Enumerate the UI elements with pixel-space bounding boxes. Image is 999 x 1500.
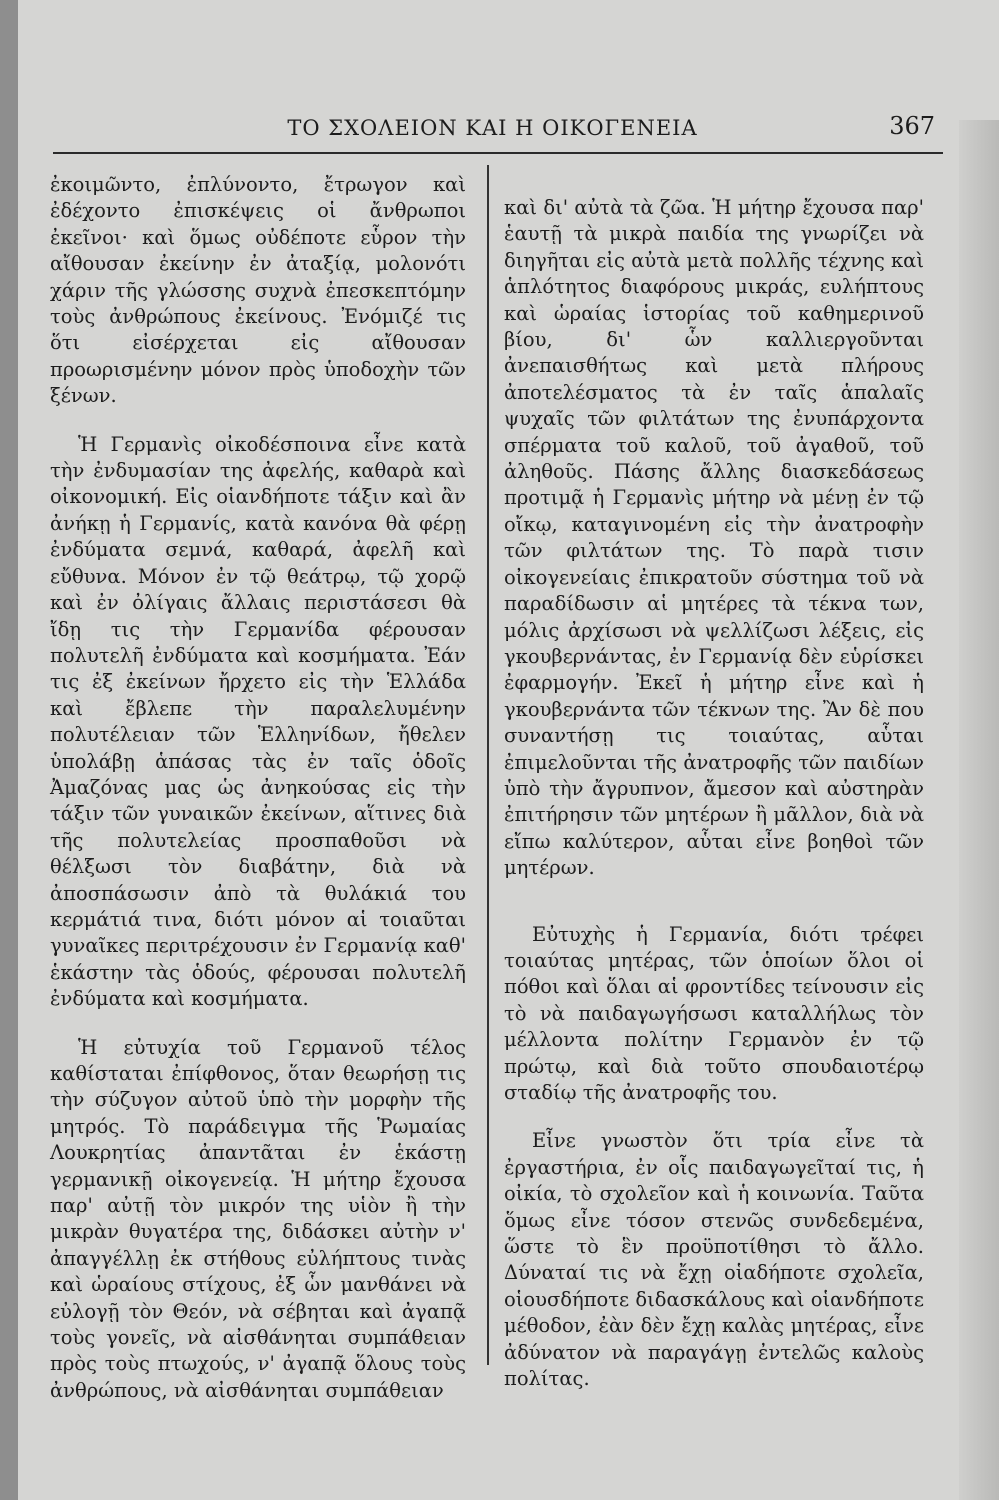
page-number: 367 [889, 112, 935, 140]
paragraph: Ἡ Γερμανὶς οἰκοδέσποινα εἶνε κατὰ τὴν ἐνδυμασίαν της ἀφελής, καθαρὰ καὶ οἰκονομική. Εἰς οἱανδήποτε τάξιν καὶ ἂν ἀνήκῃ ἡ Γερμανίς, κατὰ κανόνα θὰ φέρῃ ἐνδύματα σεμνά, καθαρά, ἀφελῆ καὶ εὔθυνα. Μόνον ἐν τῷ θεάτρῳ, τῷ χορῷ καὶ ἐν ὀλίγαις ἄλλαις περιστάσεσι θὰ ἴδῃ τις τὴν Γερμανίδα φέρουσαν πολυτελῆ ἐνδύματα καὶ κοσμήματα. Ἐάν τις ἐξ ἐκείνων ἤρχετο εἰς τὴν Ἑλλάδα καὶ ἔβλεπε τὴν παραλελυμένην πολυτέλειαν τῶν Ἑλληνίδων, ἤθελεν ὑπολάβῃ ἁπάσας τὰς ἐν ταῖς ὁδοῖς Ἀμαζόνας μας ὡς ἀνηκούσας εἰς τὴν τάξιν τῶν γυναικῶν ἐκείνων, αἵτινες διὰ τῆς πολυτελείας προσπαθοῦσι νὰ θέλξωσι τὸν διαβάτην, διὰ νὰ ἀποσπάσωσιν ἀπὸ τὰ θυλάκιά του κερμάτιά τινα, διότι μόνον αἱ τοιαῦται γυναῖκες περιτρέχουσιν ἐν Γερμανίᾳ καθ' ἑκάστην τὰς ὁδούς, φέρουσαι πολυτελῆ ἐνδύματα καὶ κοσμήματα. [50, 432, 466, 1011]
left-column [50, 172, 466, 1404]
paragraph: Ἡ εὐτυχία τοῦ Γερμανοῦ τέλος καθίσταται ἐπίφθονος, ὅταν θεωρήσῃ τις τὴν σύζυγον αὐτοῦ ὑπὸ τὴν μορφὴν τῆς μητρός. Τὸ παράδειγμα τῆς Ῥωμαίας Λουκρητίας ἀπαντᾶται ἐν ἑκάστῃ γερμανικῇ οἰκογενείᾳ. Ἡ μήτηρ ἔχουσα παρ' αὐτῇ τὸν μικρόν της υἱὸν ἢ τὴν μικρὰν θυγατέρα της, διδάσκει αὐτὴν ν' ἀπαγγέλλῃ ἐκ στήθους εὐλήπτους τινὰς καὶ ὡραίους στίχους, ἐξ ὧν μανθάνει νὰ εὐλογῇ τὸν Θεόν, νὰ σέβηται καὶ ἀγαπᾷ τοὺς γονεῖς, νὰ αἰσθάνηται συμπάθειαν πρὸς τοὺς πτωχούς, ν' ἀγαπᾷ ὅλους τοὺς ἀνθρώπους, νὰ αἰσθάνηται συμπάθειαν [50, 1035, 466, 1402]
header-rule [53, 152, 943, 154]
right-column [504, 195, 924, 1392]
paragraph: ἐκοιμῶντο, ἐπλύνοντο, ἔτρωγον καὶ ἐδέχοντο ἐπισκέψεις οἱ ἄνθρωποι ἐκεῖνοι· καὶ ὅμως οὐδέποτε εὗρον τὴν αἴθουσαν ἐκείνην ἐν ἀταξίᾳ, μολονότι χάριν τῆς γλώσσης συχνὰ ἐπεσκεπτόμην τοὺς ἀνθρώπους ἐκείνους. Ἐνόμιζέ τις ὅτι εἰσέρχεται εἰς αἴθουσαν προωρισμένην μόνον πρὸς ὑποδοχὴν τῶν ξένων. [50, 173, 466, 408]
column-rule [487, 165, 489, 1365]
paragraph: Εἶνε γνωστὸν ὅτι τρία εἶνε τὰ ἐργαστήρια, ἐν οἷς παιδαγωγεῖταί τις, ἡ οἰκία, τὸ σχολεῖον καὶ ἡ κοινωνία. Ταῦτα ὅμως εἶνε τόσον στενῶς συνδεδεμένα, ὥστε τὸ ἓν προϋποτίθησι τὸ ἄλλο. Δύναταί τις νὰ ἔχῃ οἱαδήποτε σχολεῖα, οἱουσδήποτε διδασκάλους καὶ οἱανδήποτε μέθοδον, ἐὰν δὲν ἔχῃ καλὰς μητέρας, εἶνε ἀδύνατον νὰ παραγάγῃ ἐντελῶς καλοὺς πολίτας. [504, 1129, 924, 1391]
page-edge-shadow [959, 120, 999, 1500]
running-title: ΤΟ ΣΧΟΛΕΙΟΝ ΚΑΙ Η ΟΙΚΟΓΕΝΕΙΑ [287, 116, 698, 140]
paragraph: καὶ δι' αὐτὰ τὰ ζῶα. Ἡ μήτηρ ἔχουσα παρ' ἑαυτῇ τὰ μικρὰ παιδία της γνωρίζει νὰ διηγῆται εἰς αὐτὰ μετὰ πολλῆς τέχνης καὶ ἁπλότητος διαφόρους μικράς, ευλήπτους καὶ ὡραίας ἱστορίας τοῦ καθημερινοῦ βίου, δι' ὧν καλλιεργοῦνται ἀνεπαισθήτως καὶ μετὰ πλήρους ἀποτελέσματος τὰ ἐν ταῖς ἁπαλαῖς ψυχαῖς τῶν φιλτάτων της ἐνυπάρχοντα σπέρματα τοῦ καλοῦ, τοῦ ἀγαθοῦ, τοῦ ἀληθοῦς. Πάσης ἄλλης διασκεδάσεως προτιμᾷ ἡ Γερμανὶς μήτηρ νὰ μένῃ ἐν τῷ οἴκῳ, καταγινομένη εἰς τὴν ἀνατροφὴν τῶν φιλτάτων της. Τὸ παρὰ τισιν οἰκογενείαις ἐπικρατοῦν σύστημα τοῦ νὰ παραδίδωσιν αἱ μητέρες τὰ τέκνα των, μόλις ἀρχίσωσι νὰ ψελλίζωσι λέξεις, εἰς γκουβερνάντας, ἐν Γερμανίᾳ δὲν εὑρίσκει ἐφαρμογήν. Ἐκεῖ ἡ μήτηρ εἶνε καὶ ἡ γκουβερνάντα τῶν τέκνων της. Ἂν δὲ που συναντήσῃ τις τοιαύτας, αὗται ἐπιμελοῦνται τῆς ἀνατροφῆς τῶν παιδίων ὑπὸ τὴν ἄγρυπνον, ἄμεσον καὶ αὐστηρὰν ἐπιτήρησιν τῶν μητέρων ἢ μᾶλλον, διὰ νὰ εἴπω καλύτερον, αὗται εἶνε βοηθοὶ τῶν μητέρων. [504, 196, 924, 880]
page-header [50, 108, 935, 148]
paragraph: Εὐτυχὴς ἡ Γερμανία, διότι τρέφει τοιαύτας μητέρας, τῶν ὁποίων ὅλοι οἱ πόθοι καὶ ὅλαι αἱ φροντίδες τείνουσιν εἰς τὸ νὰ παιδαγωγήσωσι καταλλήλως τὸν μέλλοντα πολίτην Γερμανὸν ἐν τῷ πρώτῳ, καὶ διὰ τοῦτο σπουδαιοτέρῳ σταδίῳ τῆς ἀνατροφῆς του. [504, 922, 924, 1104]
page [18, 0, 999, 1500]
